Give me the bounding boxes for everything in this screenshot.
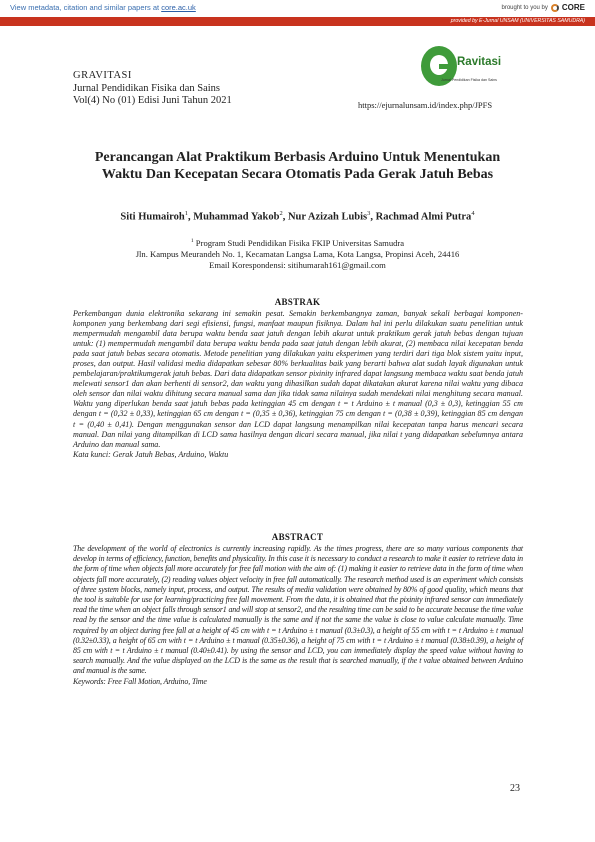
abstrak-heading: ABSTRAK: [274, 297, 321, 307]
affiliation-sup: 1: [190, 238, 194, 244]
author-name: Muhammad Yakob: [193, 211, 280, 223]
gravitasi-logo: [417, 44, 513, 94]
abstrak-section: [73, 309, 523, 460]
author-sup: 2: [279, 210, 283, 217]
logo-word: Ravitasi: [457, 56, 502, 68]
abstract-body: The development of the world of electronics is currently increasing rapidly. As the times progress, there are so many various components that develop in terms of efficiency, function, benefits and physicality. In this case it is necessary to conduct a research to make it easier to retrieve data in the form of time when objects fall more accurately for free fall motion with the aim of: (1) making it easier to retrieve data in the form of time when objects fall more accurately, (2) reading values object velocity in free fall automatically. The research method used is an experiment which consists of three system blocks, namely input, process, and output. The results of media validation were obtained by 80% of good quality, which means that the tool is suitable for use for learning/practicing free fall movement. From the data, it is obtained that the pixinity infrared sensor can immediately read the time when an object falls through sensor1 and will stop at sensor2, and the resulting time can be said to be accurate because the time value read by the sensor and the time value is calculated manually is the same and if not the same the value is close to value calculate manually. Time required by an object during free fall at a height of 45 cm with t = t Arduino ± t manual (0.3±0.3), a height of 55 cm with t = t Arduino ± t manual (0.32±0.33), a height of 65 cm with t = t Arduino ± t manual (0.35±0.36), a height of 75 cm with t = t Arduino ± t manual (0.38±0.39), a height of 85 cm with t = t Arduino ± t manual (0.40±0.41). by using the sensor and LCD, you can immediately display the speed value without having to search manually. And the value displayed on the LCD is the same as the result that is searched manually, if the t value obtained between Arduino and manual is the same.: [73, 544, 523, 676]
affiliation: [60, 236, 535, 271]
affiliation-line-1: Program Studi Pendidikan Fisika FKIP Universitas Samudra: [195, 237, 405, 248]
page-number: 23: [510, 783, 520, 794]
author-sup: 1: [184, 210, 188, 217]
author-name: Rachmad Almi Putra: [375, 211, 472, 223]
provided-by-bar: [0, 17, 595, 26]
journal-header: [73, 70, 232, 108]
logo-tagline: Jurnal Pendidikan Fisika dan Sains: [441, 78, 497, 82]
journal-issue: Vol(4) No (01) Edisi Juni Tahun 2021: [73, 95, 232, 106]
journal-subtitle: Jurnal Pendidikan Fisika dan Sains: [73, 82, 220, 94]
paper-title: [60, 149, 535, 183]
abstract-section: [73, 544, 523, 687]
author-name: Nur Azizah Lubis: [287, 211, 368, 223]
core-ac-uk-link[interactable]: core.ac.uk: [161, 3, 196, 12]
abstrak-body: Perkembangan dunia elektronika sekarang ini semakin pesat. Semakin berkembangnya zaman, banyak sekali berbagai komponen-komponen yang berkembang dari segi efisiensi, fungsi, manfaat maupun fisiknya. Dalam hal ini perlu dilakukan suatu penelitian untuk mempermudah mengambil data berupa waktu benda saat jatuh dengan lebih akurat untuk praktikum gerak jatuh bebas dengan tujuan untuk: (1) mempermudah mengambil data berupa waktu benda pada saat jatuh dengan lebih akurat, (2) membaca nilai kecepatan benda pada saat jatuh bebas secara otomatis. Metode penelitian yang dilakukan yaitu eksperimen yang terdiri dari tiga blok sistem yaitu input, proses, dan output. Hasil validasi media didapatkan sebesar 80% berkualitas baik yang berarti bahwa alat sudah layak digunakan untuk pembelajaran/praktikumgerak jatuh bebas. Dari data didapatkan sensor pixinity infrared dapat langsung membaca waktu saat benda jatuh melewati sensor1 dan akan berhenti di sensor2, dan waktu yang dihasilkan sudah dapat dikatakan akurat karena nilai waktu yang dibaca oleh sensor dan nilai waktu dihitung secara manual sama dan jika tidak sama nilainya sudah mendekati nilai menghitung secara manual. Waktu yang diperlukan benda saat jatuh bebas pada ketinggian 45 cm dengan t = t Arduino ± t manual (0,3 ± 0,3), ketinggian 55 cm dengan t = (0,32 ± 0,33), ketinggian 65 cm dengan t = (0,35 ± 0,36), ketinggian 75 cm dengan t = (0,38 ± 0,39), ketinggian 85 cm dengan t = (0,40 ± 0,41). Dengan menggunakan sensor dan LCD dapat langsung menampilkan nilai kecepatan tanpa harus mencari secara manual. Dan nilai yang ditampilkan di LCD sama hasilnya dengan dicari secara manual, jika nilai t yang didapatkan sebelumnya antara Arduino dan manual sama.: [73, 309, 523, 449]
abstract-heading: ABSTRACT: [271, 532, 324, 542]
core-logo-icon: [551, 4, 559, 12]
abstrak-keywords: Kata kunci: Gerak Jatuh Bebas, Arduino, Waktu: [73, 449, 229, 459]
journal-url[interactable]: https://ejurnalunsam.id/index.php/JPFS: [358, 100, 493, 110]
author-sup: 4: [471, 210, 475, 217]
affiliation-line-2: Jln. Kampus Meurandeh No. 1, Kecamatan Langsa Lama, Kota Langsa, Propinsi Aceh, 24416: [135, 248, 460, 259]
author-sup: 3: [367, 210, 371, 217]
brought-by-text: brought to you by: [501, 4, 548, 11]
author-name: Siti Humairoh: [120, 211, 185, 223]
provided-by-text[interactable]: provided by E-Jurnal UNSAM (UNIVERSITAS SAMUDRA): [450, 18, 585, 24]
affiliation-email: Email Korespondensi: sitihumarah161@gmail.com: [209, 259, 386, 270]
metadata-text: View metadata, citation and similar papers at: [10, 3, 160, 12]
metadata-link-text: [10, 3, 196, 12]
author-list: Siti Humairoh$^1$, Muhammad Yakob$^2$, Nur Azizah Lubis$^3$, Rachmad Almi Putra$^4$: [120, 210, 475, 223]
title-line-1: Perancangan Alat Praktikum Berbasis Arduino Untuk Menentukan: [94, 150, 501, 165]
core-top-bar: [0, 0, 595, 16]
core-brand: CORE: [561, 3, 585, 12]
brought-by-core[interactable]: [502, 3, 586, 12]
journal-name: GRAVITASI: [73, 70, 132, 81]
abstract-keywords: Keywords: Free Fall Motion, Arduino, Time: [73, 676, 207, 686]
title-line-2: Waktu Dan Kecepatan Secara Otomatis Pada Gerak Jatuh Bebas: [101, 167, 494, 182]
